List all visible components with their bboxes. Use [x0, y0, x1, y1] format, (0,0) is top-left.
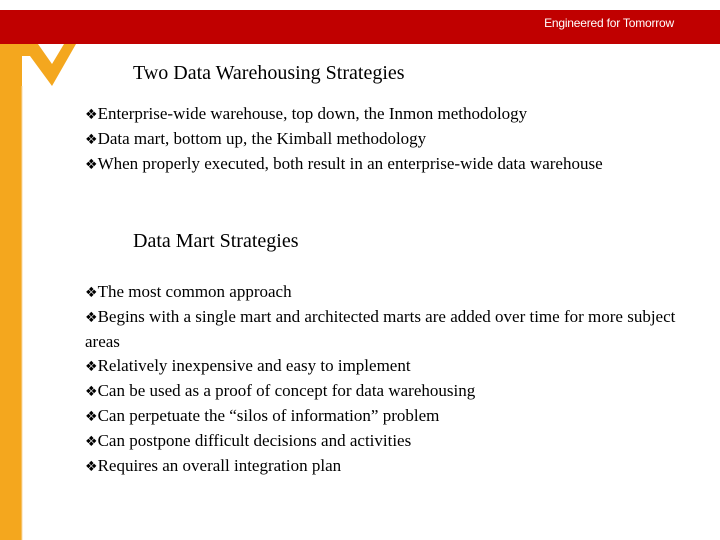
bullet-icon: ❖	[85, 359, 98, 375]
bullet-icon: ❖	[85, 310, 98, 326]
list-item: ❖Begins with a single mart and architected marts are added over time for more subject areas	[85, 307, 676, 351]
list-item: ❖Can be used as a proof of concept for data warehousing	[85, 381, 476, 400]
list-item: ❖When properly executed, both result in an enterprise-wide data warehouse	[85, 154, 603, 173]
bullet-icon: ❖	[85, 384, 98, 400]
list-item: ❖Relatively inexpensive and easy to implement	[85, 356, 411, 375]
bullet-icon: ❖	[85, 107, 98, 123]
list-item: ❖Can perpetuate the “silos of information” problem	[85, 406, 440, 425]
section-heading-strategies: Two Data Warehousing Strategies	[133, 62, 405, 84]
data-mart-list	[85, 280, 685, 479]
header-tagline: Engineered for Tomorrow	[544, 16, 674, 30]
list-item: ❖Requires an overall integration plan	[85, 456, 342, 475]
bullet-icon: ❖	[85, 132, 98, 148]
list-item: ❖Enterprise-wide warehouse, top down, the Inmon methodology	[85, 104, 528, 123]
left-rail	[0, 44, 22, 540]
list-item: ❖Can postpone difficult decisions and activities	[85, 431, 412, 450]
bullet-icon: ❖	[85, 409, 98, 425]
section-heading-data-mart: Data Mart Strategies	[133, 230, 299, 252]
bullet-icon: ❖	[85, 434, 98, 450]
bullet-icon: ❖	[85, 285, 98, 301]
list-item: ❖The most common approach	[85, 282, 292, 301]
strategies-list	[85, 102, 685, 177]
bullet-icon: ❖	[85, 157, 98, 173]
bullet-icon: ❖	[85, 459, 98, 475]
list-item: ❖Data mart, bottom up, the Kimball methodology	[85, 129, 427, 148]
